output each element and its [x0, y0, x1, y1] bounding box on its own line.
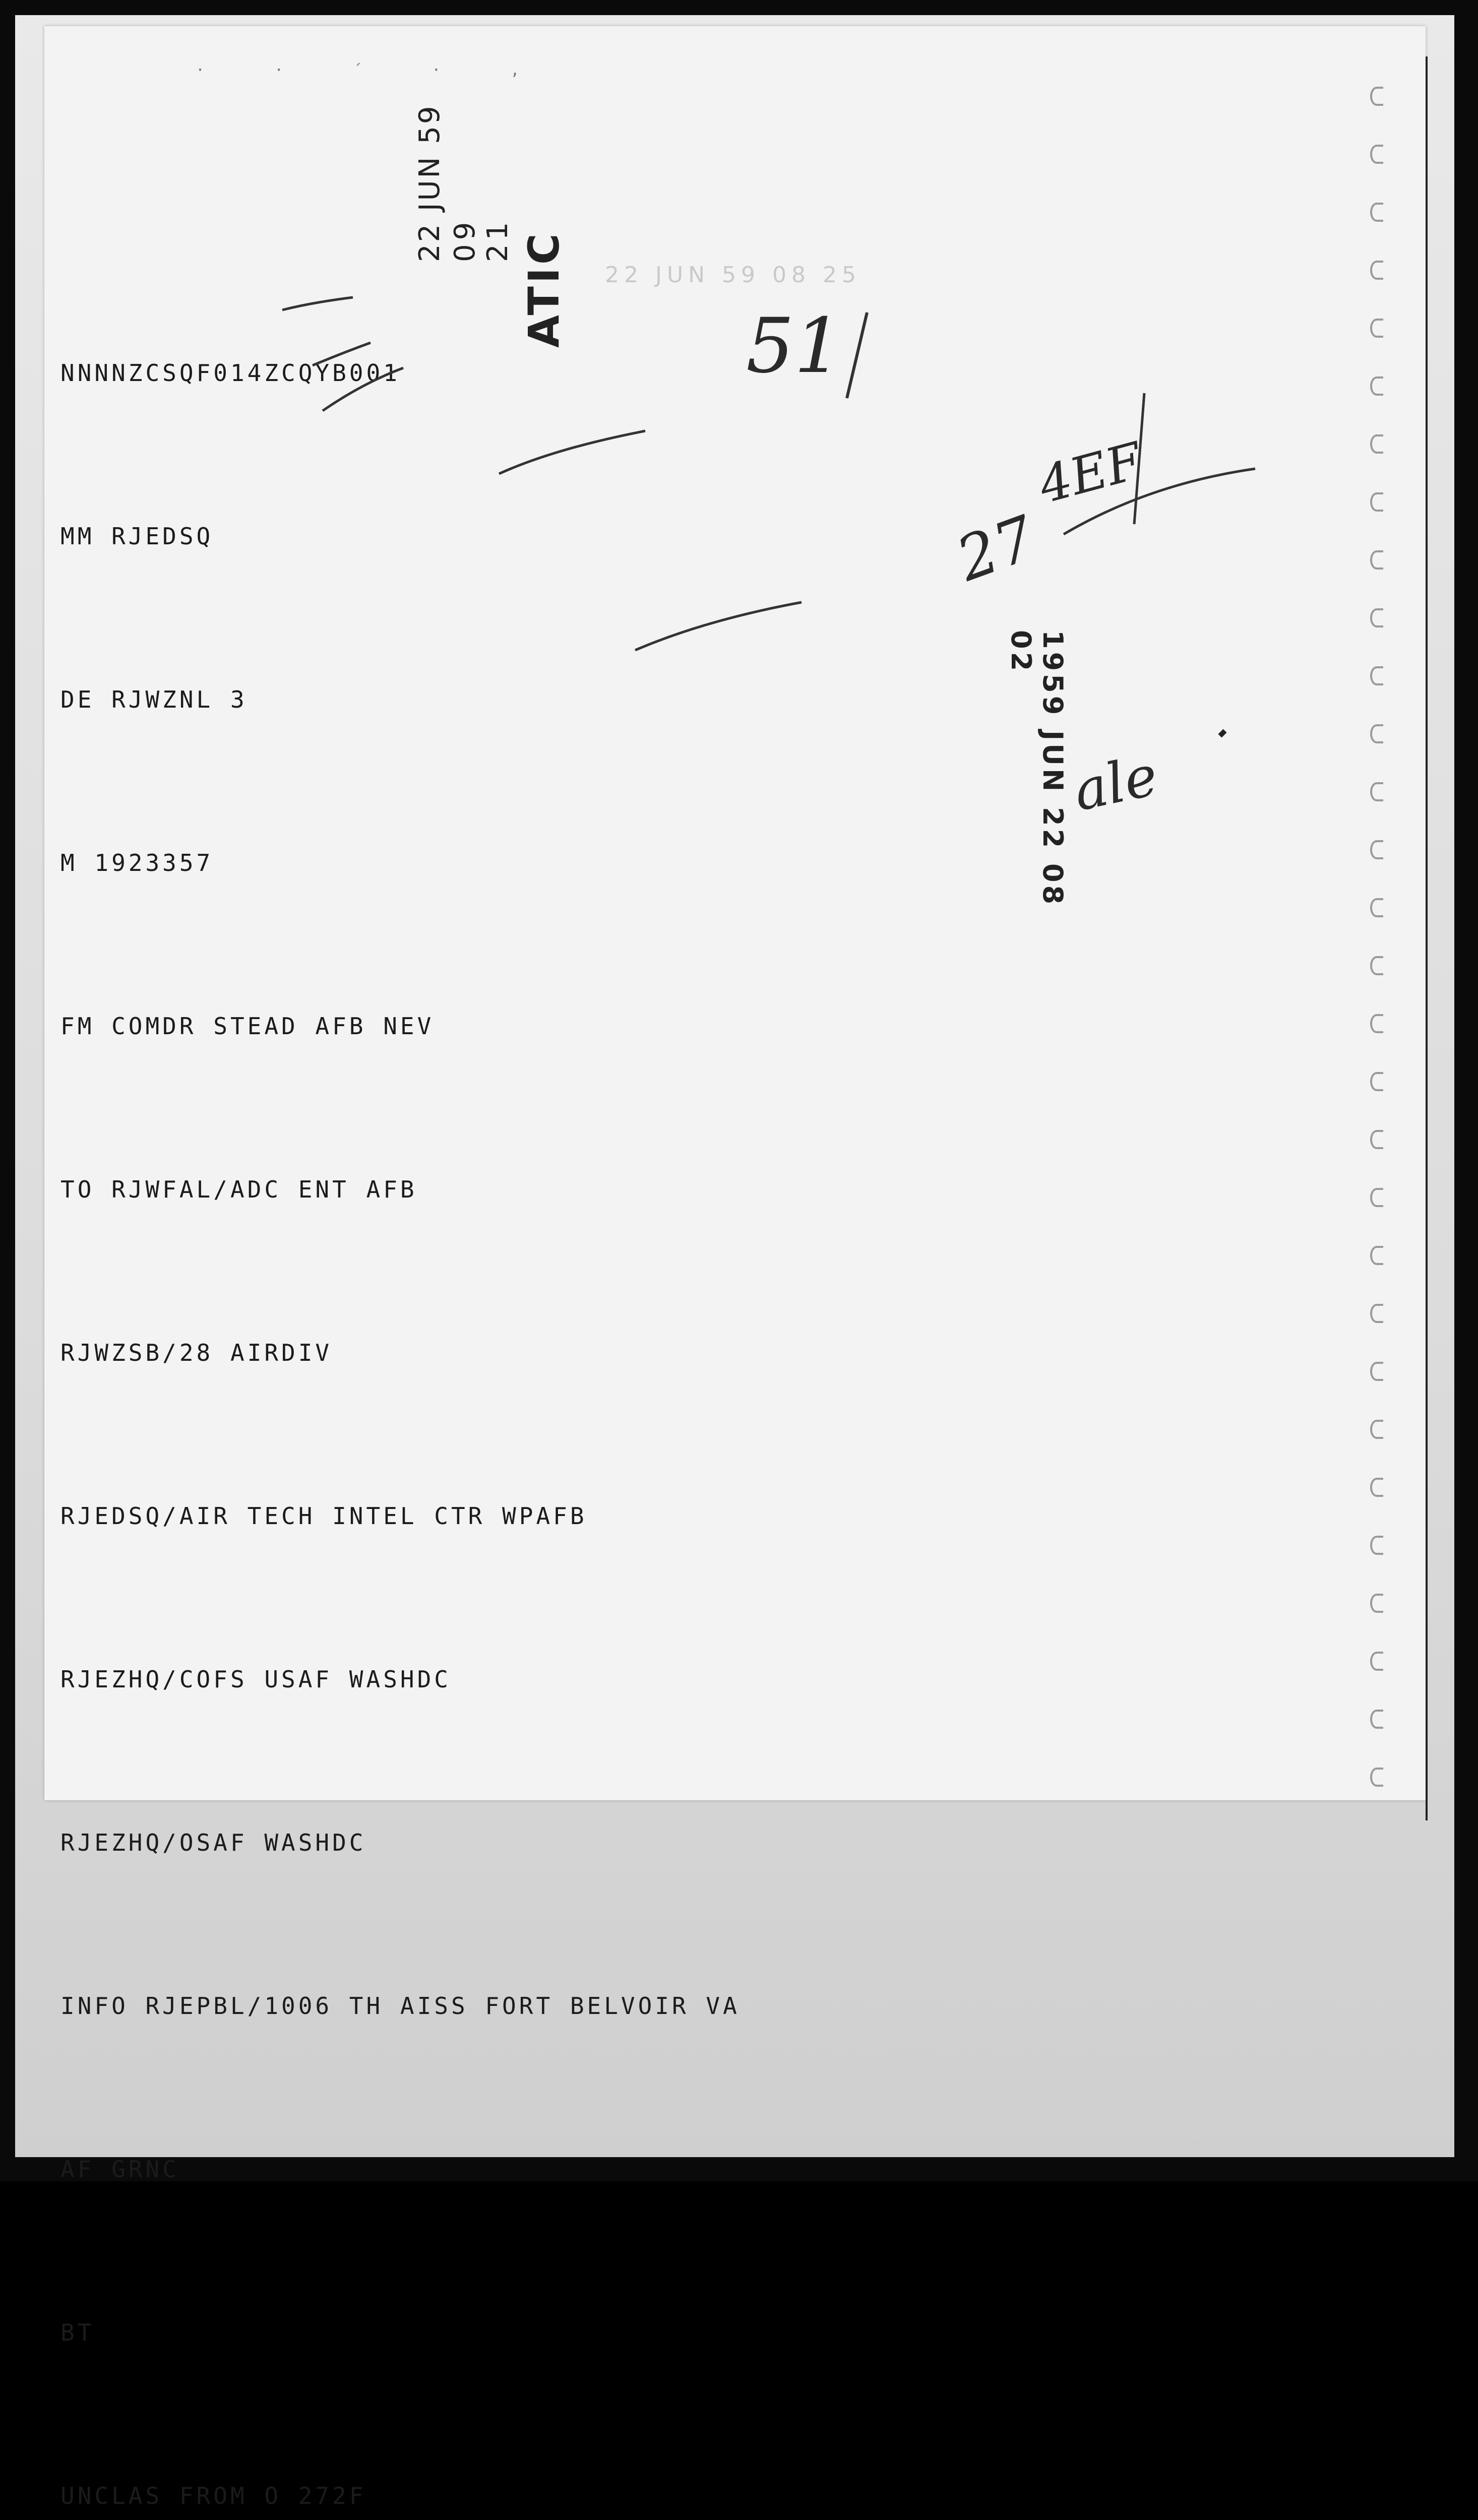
sprocket-hole — [1370, 376, 1383, 396]
right-margin-rule — [1426, 56, 1428, 1820]
sprocket-hole — [1370, 1710, 1383, 1729]
addressee-line: RJEZHQ/COFS USAF WASHDC — [60, 1666, 451, 1693]
to-line: TO RJWFAL/ADC ENT AFB — [60, 1176, 417, 1203]
received-date-stamp: 1959 JUN 22 08 02 — [1005, 630, 1069, 908]
sprocket-hole — [1370, 1594, 1383, 1613]
sprocket-hole — [1370, 1304, 1383, 1323]
sprocket-hole — [1370, 492, 1383, 512]
sprocket-hole — [1370, 203, 1383, 222]
addressee-line: RJEZHQ/OSAF WASHDC — [60, 1829, 366, 1856]
info-line: INFO RJEPBL/1006 TH AISS FORT BELVOIR VA — [60, 1992, 740, 2020]
sprocket-hole — [1370, 1478, 1383, 1497]
sprocket-hole — [1370, 782, 1383, 801]
atic-date-stamp: 22 JUN 59 — [413, 104, 446, 262]
sprocket-hole — [1370, 898, 1383, 917]
teletype-message — [60, 237, 1270, 2520]
sprocket-hole — [1370, 724, 1383, 743]
sprocket-hole — [1370, 1362, 1383, 1381]
sprocket-hole — [1370, 145, 1383, 164]
sprocket-hole — [1370, 666, 1383, 685]
routing-line: MM RJEDSQ — [60, 523, 214, 550]
sprocket-hole — [1370, 261, 1383, 280]
sprocket-hole — [1370, 1130, 1383, 1149]
sprocket-hole — [1370, 550, 1383, 570]
routing-line: M 1923357 — [60, 849, 214, 876]
sprocket-hole — [1370, 840, 1383, 859]
atic-stamp: ATIC — [519, 230, 569, 348]
sprocket-hole — [1370, 1014, 1383, 1033]
faint-received-stamp: 22 JUN 59 08 25 — [605, 262, 861, 288]
classification-line: UNCLAS FROM O 272F — [60, 2482, 366, 2509]
handwritten-initials: ale — [1068, 743, 1163, 824]
routing-line: NNNNZCSQF014ZCQYB001 — [60, 359, 400, 387]
sprocket-hole — [1370, 1652, 1383, 1671]
sprocket-hole — [1370, 1420, 1383, 1439]
paper-specks: · · ´ · , — [196, 61, 550, 79]
routing-line: DE RJWZNL 3 — [60, 686, 248, 713]
addressee-line: RJEDSQ/AIR TECH INTEL CTR WPAFB — [60, 1502, 587, 1530]
sprocket-hole — [1370, 87, 1383, 106]
sprocket-hole — [1370, 608, 1383, 627]
sprocket-hole — [1370, 1072, 1383, 1091]
sprocket-hole — [1370, 956, 1383, 975]
from-line: FM COMDR STEAD AFB NEV — [60, 1013, 435, 1040]
handwritten-4ef: 4EF — [1032, 431, 1148, 515]
sprocket-hole — [1370, 1188, 1383, 1207]
sprocket-hole — [1370, 1536, 1383, 1555]
sprocket-hole — [1370, 1246, 1383, 1265]
break-line: BT — [60, 2319, 95, 2346]
sprocket-hole — [1370, 319, 1383, 338]
atic-time-stamp: 09 21 — [449, 218, 514, 262]
handwritten-number-27: 27 — [948, 503, 1044, 595]
sprocket-hole — [1370, 1768, 1383, 1787]
sprocket-hole — [1370, 434, 1383, 454]
addressee-line: RJWZSB/28 AIRDIV — [60, 1339, 333, 1366]
handwritten-number-51: 51 — [746, 302, 842, 390]
sprocket-holes — [1370, 87, 1385, 1800]
routing-line: AF GRNC — [60, 2156, 179, 2183]
